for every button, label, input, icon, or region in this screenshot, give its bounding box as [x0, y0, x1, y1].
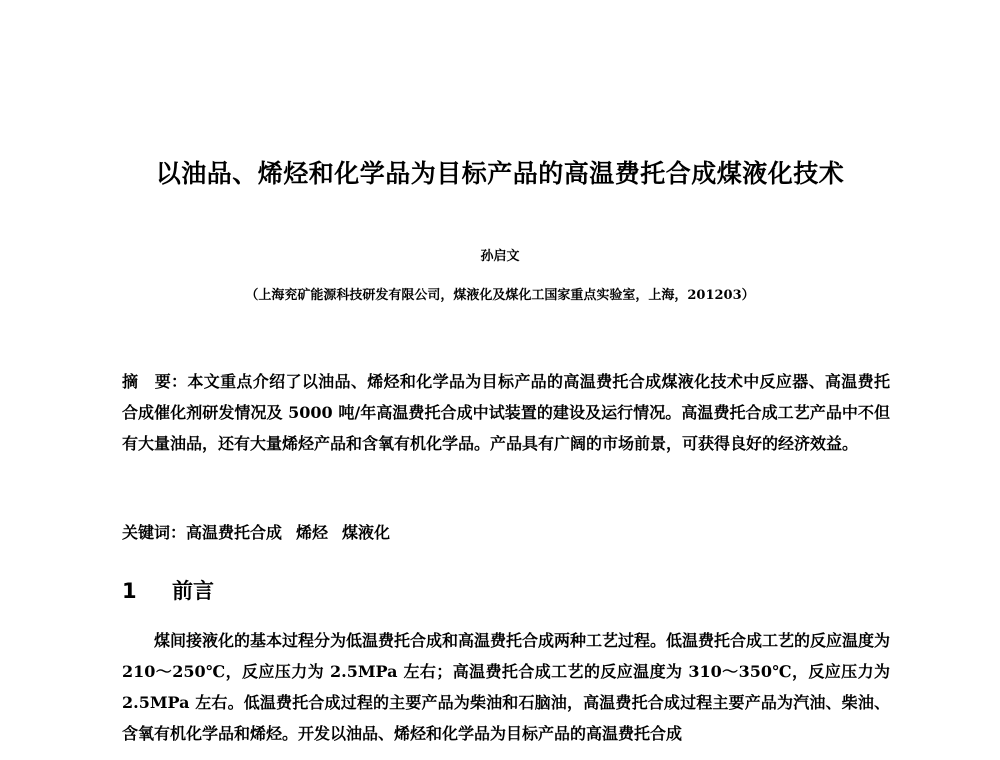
body-text: [122, 625, 890, 749]
section-heading: [122, 575, 214, 605]
body-paragraph: 煤间接液化的基本过程分为低温费托合成和高温费托合成两种工艺过程。低温费托合成工艺的反应温度为 210～250℃，反应压力为 2.5MPa 左右；高温费托合成工艺的反应温度为 310～350℃，反应压力为 2.5MPa 左右。低温费托合成过程的主要产品为柴油和石脑油，高温费托合成过程主要产品为汽油、柴油、含氧有机化学品和烯烃。开发以油品、烯烃和化学品为目标产品的高温费托合成: [122, 631, 891, 743]
keyword: 高温费托合成: [186, 523, 283, 542]
abstract-label: 摘 要：: [122, 372, 188, 391]
abstract-text: 本文重点介绍了以油品、烯烃和化学品为目标产品的高温费托合成煤液化技术中反应器、高温费托合成催化剂研发情况及 5000 吨/年高温费托合成中试装置的建设及运行情况。高温费托合成工艺产品中不但有大量油品，还有大量烯烃产品和含氧有机化学品。产品具有广阔的市场前景，可获得良好的经济效益。: [122, 372, 890, 453]
section-title: 前言: [172, 579, 214, 603]
keywords-label: 关键词：: [122, 523, 187, 542]
abstract: [122, 366, 890, 459]
paper-title: 以油品、烯烃和化学品为目标产品的高温费托合成煤液化技术: [155, 159, 845, 188]
author-name: 孙启文: [480, 249, 520, 264]
keyword: 煤液化: [342, 523, 391, 542]
keywords: [122, 520, 404, 543]
keyword: 烯烃: [296, 523, 329, 542]
author-affiliation: （上海兖矿能源科技研发有限公司，煤液化及煤化工国家重点实验室，上海，201203）: [245, 288, 755, 303]
section-number: 1: [122, 579, 137, 603]
